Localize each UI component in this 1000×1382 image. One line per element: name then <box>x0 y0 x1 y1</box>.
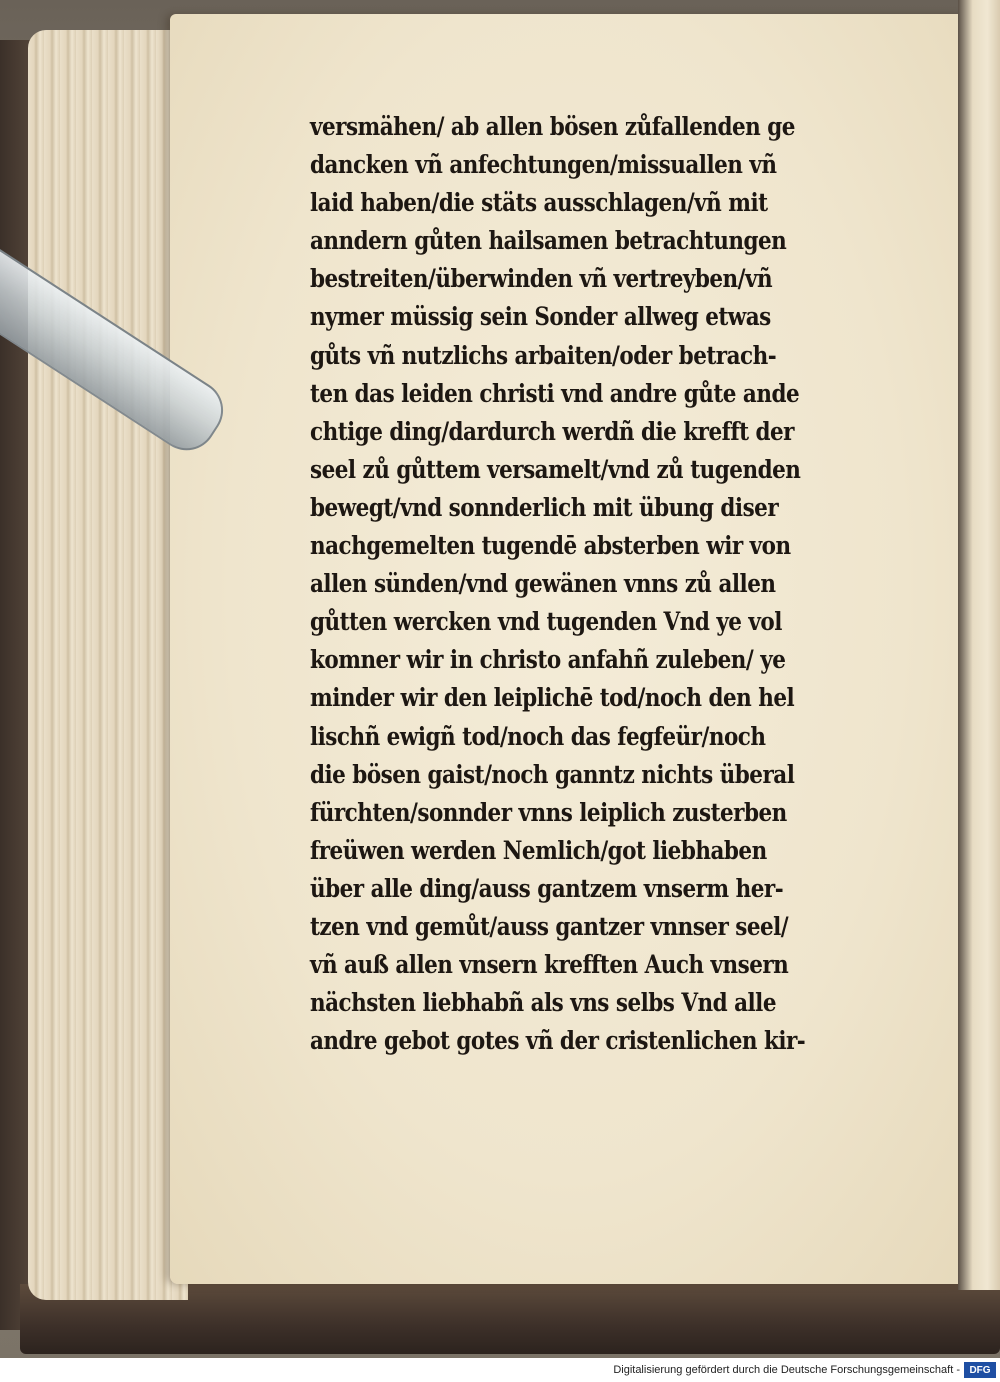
text-line: nachgemelten tugendē absterben wir von <box>310 531 791 561</box>
text-line: chtige ding/dardurch werdñ die krefft der <box>310 416 794 446</box>
text-line: freüwen werden Nemlich/got liebhaben <box>310 835 767 865</box>
text-line: minder wir den leiplichē tod/noch den hel <box>310 683 795 713</box>
text-line: komner wir in christo anfahñ zuleben/ ye <box>310 645 786 675</box>
text-line: lischñ ewigñ tod/noch das fegfeür/noch <box>310 721 766 751</box>
dfg-logo: DFG <box>964 1362 996 1378</box>
text-line: bestreiten/überwinden vñ vertreyben/vñ <box>310 264 773 294</box>
text-line: versmähen/ ab allen bösen zůfallenden ge <box>310 112 795 141</box>
text-line: gůts vñ nutzlichs arbaiten/oder betrach- <box>310 340 777 370</box>
text-line: tzen vnd gemůt/auss gantzer vnnser seel/ <box>310 911 789 941</box>
text-line: nymer müssig sein Sonder allweg etwas <box>310 302 771 332</box>
page-edges <box>28 30 188 1300</box>
text-line: ten das leiden christi vnd andre gůte ande <box>310 378 800 408</box>
text-line: nächsten liebhabñ als vns selbs Vnd alle <box>310 988 776 1018</box>
text-line: allen sünden/vnd gewänen vnns zů allen <box>310 569 776 599</box>
facing-page-edge <box>958 0 1000 1290</box>
text-line: bewegt/vnd sonnderlich mit übung diser <box>310 492 779 522</box>
text-line: fürchten/sonnder vnns leiplich zusterben <box>310 797 787 827</box>
text-line: laid haben/die stäts ausschlagen/vñ mit <box>310 188 768 218</box>
text-line: vñ auß allen vnsern krefften Auch vnsern <box>310 950 789 980</box>
text-line: die bösen gaist/noch ganntz nichts überal <box>310 759 795 789</box>
text-line: über alle ding/auss gantzem vnserm her- <box>310 873 784 903</box>
text-line: seel zů gůttem versamelt/vnd zů tugenden <box>310 454 801 484</box>
text-line: gůtten wercken vnd tugenden Vnd ye vol <box>310 607 782 637</box>
text-block <box>310 108 880 1060</box>
text-line: andre gebot gotes vñ der cristenlichen kir- <box>310 1026 806 1056</box>
text-line: dancken vñ anfechtungen/missuallen vñ <box>310 150 777 180</box>
funding-credit: Digitalisierung gefördert durch die Deutsche Forschungsgemeinschaft - <box>613 1364 960 1376</box>
text-line: anndern gůten hailsamen betrachtungen <box>310 226 787 256</box>
